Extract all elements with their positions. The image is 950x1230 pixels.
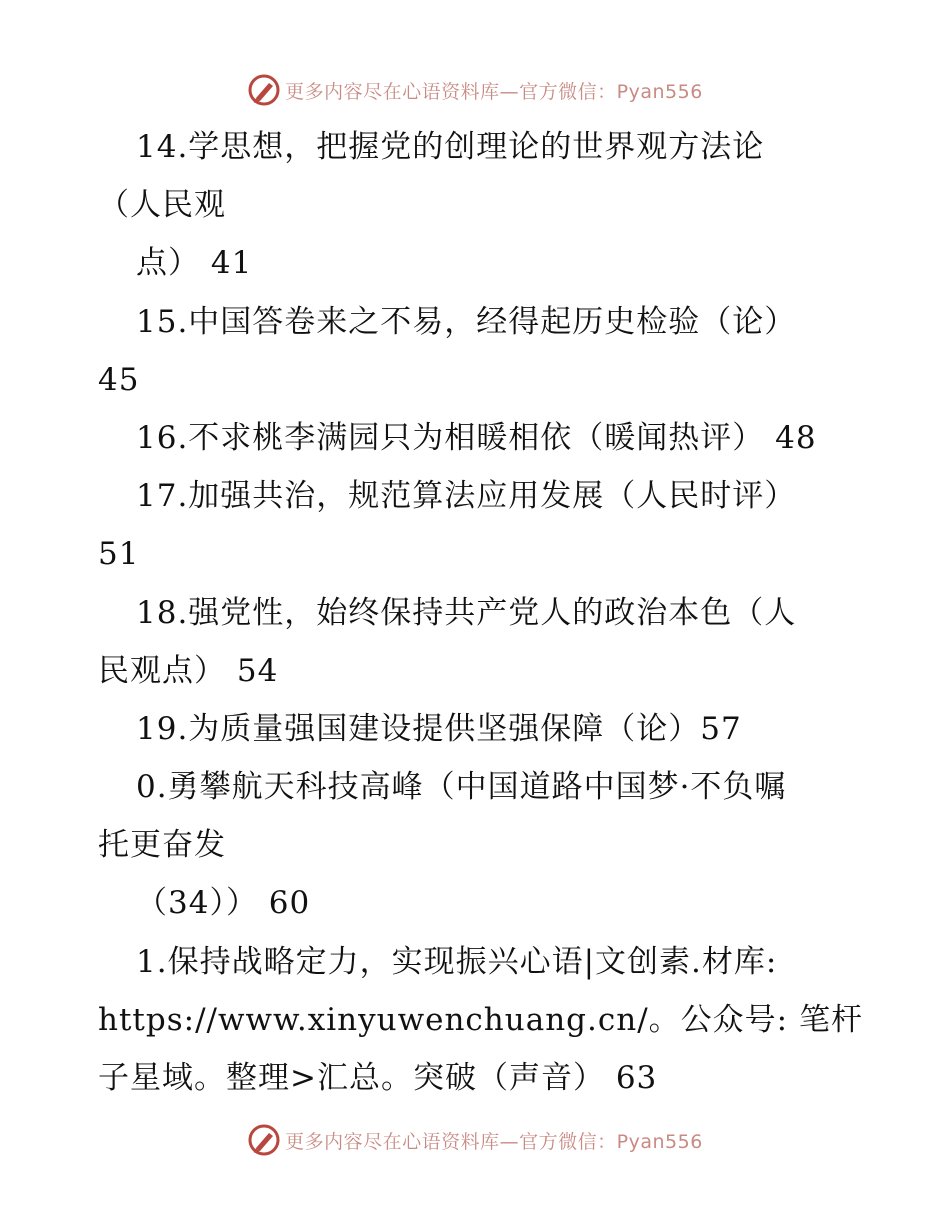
toc-line: 子星域。整理>汇总。突破（声音） 63 [98, 1060, 658, 1096]
header-banner [0, 68, 950, 112]
toc-line: 16.不求桃李满园只为相暖相依（暖闻热评） 48 [136, 419, 817, 456]
toc-line: 托更奋发 [98, 827, 226, 864]
toc-line: 民观点） 54 [98, 652, 279, 689]
toc-line: （人民观 [98, 187, 226, 224]
toc-line: 18.强党性，始终保持共产党人的政治本色（人 [136, 594, 797, 631]
toc-line: https://www.xinyuwenchuang.cn/。公众号: 笔杆 [98, 1001, 863, 1038]
pen-logo-icon [247, 1123, 281, 1157]
footer-banner-text: 更多内容尽在心语资料库—官方微信：Pyan556 [285, 1130, 703, 1153]
toc-line: 点） 41 [136, 245, 253, 282]
toc-line: 1.保持战略定力，实现振兴心语|文创素.材库: [136, 943, 778, 980]
toc-line: 19.为质量强国建设提供坚强保障（论）57 [136, 710, 742, 747]
toc-line: 14.学思想，把握党的创理论的世界观方法论 [136, 129, 765, 165]
toc-line: 0.勇攀航天科技高峰（中国道路中国梦·不负嘱 [136, 769, 787, 806]
toc-content [98, 118, 863, 1107]
toc-line: （34）） 60 [136, 885, 311, 922]
toc-line: 15.中国答卷来之不易，经得起历史检验（论） [136, 303, 797, 340]
footer-banner [0, 1118, 950, 1162]
pen-logo-icon [247, 73, 281, 107]
toc-line: 51 [98, 536, 140, 573]
toc-line: 17.加强共治，规范算法应用发展（人民时评） [136, 478, 797, 515]
header-banner-text: 更多内容尽在心语资料库—官方微信：Pyan556 [285, 80, 703, 103]
toc-line: 45 [98, 361, 140, 398]
